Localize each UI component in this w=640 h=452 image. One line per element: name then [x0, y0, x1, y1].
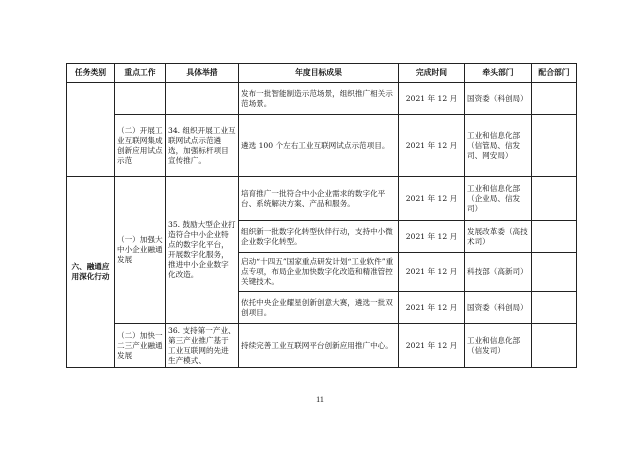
goal-cell: 培育推广一批符合中小企业需求的数字化平台、系统解决方案、产品和服务。	[239, 177, 399, 221]
goal-cell: 组织新一批数字化转型伙伴行动，支持中小微企业数字化转型。	[239, 221, 399, 253]
table-row	[67, 115, 577, 177]
assist-cell	[532, 253, 577, 292]
task-category-cell-empty	[67, 83, 115, 177]
assist-cell	[532, 221, 577, 253]
table-row	[67, 324, 577, 368]
header-assist-department: 配合部门	[532, 64, 577, 83]
lead-cell: 工业和信息化部（企业局、信发司）	[465, 177, 532, 221]
header-annual-goal: 年度目标成果	[239, 64, 399, 83]
lead-cell: 国资委（科创局）	[465, 292, 532, 324]
key-work-cell: （一）加强大中小企业融通发展	[115, 177, 166, 324]
time-cell: 2021 年 12 月	[399, 253, 465, 292]
goal-cell: 发布一批智能制造示范场景，组织推广相关示范场景。	[239, 83, 399, 115]
assist-cell	[532, 324, 577, 368]
measure-cell: 35. 鼓励大型企业打造符合中小企业特点的数字化平台，开展数字化服务，推进中小企业数字化改造。	[166, 177, 239, 324]
header-completion-time: 完成时间	[399, 64, 465, 83]
lead-cell: 工业和信息化部（信管局、信发司、网安局）	[465, 115, 532, 177]
assist-cell	[532, 83, 577, 115]
time-cell: 2021 年 12 月	[399, 292, 465, 324]
goal-cell: 持续完善工业互联网平台创新应用推广中心。	[239, 324, 399, 368]
time-cell: 2021 年 12 月	[399, 83, 465, 115]
goal-cell: 遴选 100 个左右工业互联网试点示范项目。	[239, 115, 399, 177]
time-cell: 2021 年 12 月	[399, 115, 465, 177]
lead-cell: 国资委（科创局）	[465, 83, 532, 115]
table-row	[67, 177, 577, 221]
assist-cell	[532, 115, 577, 177]
key-work-cell-empty	[115, 83, 166, 115]
page-number: 11	[316, 395, 324, 404]
goal-cell: 依托中央企业耀星创新创意大赛，遴选一批双创项目。	[239, 292, 399, 324]
lead-cell: 发展改革委（高技术司）	[465, 221, 532, 253]
goal-cell: 启动“十四五”国家重点研发计划“工业软件”重点专项，布局企业加快数字化改造和精准管控关键技术。	[239, 253, 399, 292]
time-cell: 2021 年 12 月	[399, 221, 465, 253]
time-cell: 2021 年 12 月	[399, 177, 465, 221]
task-category-cell: 六、融通应用深化行动	[67, 177, 115, 368]
lead-cell: 工业和信息化部（信发司）	[465, 324, 532, 368]
measure-cell: 36. 支持第一产业、第三产业推广基于工业互联网的先进生产模式、	[166, 324, 239, 368]
header-task-category: 任务类别	[67, 64, 115, 83]
header-key-work: 重点工作	[115, 64, 166, 83]
lead-cell: 科技部（高新司）	[465, 253, 532, 292]
header-measures: 具体举措	[166, 64, 239, 83]
time-cell: 2021 年 12 月	[399, 324, 465, 368]
task-table	[66, 63, 577, 368]
key-work-cell: （二）开展工业互联网集成创新应用试点示范	[115, 115, 166, 177]
assist-cell	[532, 292, 577, 324]
header-lead-department: 牵头部门	[465, 64, 532, 83]
key-work-cell: （二）加快一二三产业融通发展	[115, 324, 166, 368]
assist-cell	[532, 177, 577, 221]
measure-cell: 34. 组织开展工业互联网试点示范遴选，加强标杆项目宣传推广。	[166, 115, 239, 177]
measure-cell-empty	[166, 83, 239, 115]
table-header-row	[67, 64, 577, 83]
table-row	[67, 83, 577, 115]
